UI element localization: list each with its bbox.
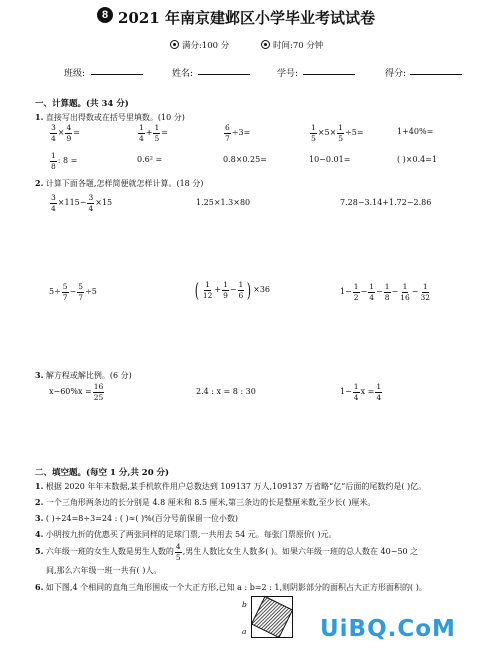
class-field[interactable] bbox=[91, 74, 143, 75]
watermark-logo: UiBQ.CoM bbox=[320, 616, 456, 642]
paper-number-badge: 8 bbox=[97, 7, 113, 23]
calc-1-1: $\frac{3}{4}$ × $\frac{4}{9}$ = bbox=[51, 123, 80, 143]
name-label: 姓名: bbox=[172, 69, 194, 79]
time-info: 时间:70 分钟 bbox=[261, 39, 323, 51]
label-b: b bbox=[242, 600, 247, 609]
exam-title: 2021 年南京建邺区小学毕业考试试卷 bbox=[118, 9, 375, 27]
equation-3-1: x−60%x = $\frac{16}{25}$ bbox=[49, 382, 104, 402]
student-id-field[interactable] bbox=[303, 74, 355, 75]
bullet-icon bbox=[170, 40, 179, 49]
calc-1-2: $\frac{1}{4}$ + $\frac{1}{5}$ = bbox=[139, 123, 168, 143]
score-label: 得分: bbox=[385, 69, 407, 79]
fill-blank-1: 1. 根据 2020 年年末数据,某手机软件用户总数达到 109137 万人,109137 万省略“亿”后面的尾数约是( )亿。 bbox=[35, 481, 427, 491]
calc-2-4: 5÷ $\frac{5}{7}$ − $\frac{5}{7}$ ÷5 bbox=[49, 282, 97, 302]
fill-blank-6: 6. 如下图,4 个相同的直角三角形围成一个大正方形,已知 a : b=2 : 1,则阴影部分的面积占大正方形面积的( )。 bbox=[35, 582, 427, 592]
calc-2-6: 1− $\frac{1}{2}$ − $\frac{1}{4}$ − $\frac{1}{8}$ − $\frac{1}{16}$ − $\frac{1}{32}$ bbox=[340, 282, 431, 302]
calc-1-10: ( )×0.4=1 bbox=[397, 155, 438, 164]
calc-2-3: 7.28−3.14+1.72−2.86 bbox=[340, 198, 432, 207]
fill-blank-4: 4. 小明按九折的优惠买了两张同样的足球门票,一共用去 54 元。每张门票原价( )元。 bbox=[35, 529, 337, 539]
bullet-icon bbox=[261, 40, 270, 49]
fill-blank-5-cont: 间,那么六年级一班一共有( )人。 bbox=[46, 566, 162, 575]
calc-2-2: 1.25×1.3×80 bbox=[196, 198, 251, 207]
student-id-label: 学号: bbox=[277, 69, 299, 79]
full-score-info: 满分:100 分 bbox=[170, 39, 229, 51]
calc-1-8: 0.8×0.25= bbox=[223, 155, 267, 164]
calc-1-4: $\frac{1}{5}$ ×5× $\frac{1}{5}$ ÷5= bbox=[311, 123, 364, 143]
calc-2-5: ( $\frac{1}{12}$ + $\frac{1}{9}$ − $\frac{1}{6}$ ) ×36 bbox=[194, 278, 271, 302]
score-field[interactable] bbox=[410, 74, 462, 75]
calc-1-5: 1+40%= bbox=[397, 127, 434, 136]
name-field[interactable] bbox=[198, 74, 250, 75]
calc-2-1: $\frac{3}{4}$ ×115− $\frac{3}{4}$ ×15 bbox=[51, 193, 113, 213]
label-a: a bbox=[242, 627, 247, 636]
equation-3-2: 2.4 : x = 8 : 30 bbox=[196, 387, 256, 396]
class-label: 班级: bbox=[64, 69, 86, 79]
calc-1-3: $\frac{6}{7}$ ÷3= bbox=[225, 123, 251, 143]
fill-blank-3: 3. ( )÷24=8÷3=24 : ( )≈( )%(百分号前保留一位小数) bbox=[35, 513, 238, 523]
calc-1-7: 0.6² = bbox=[137, 155, 163, 164]
fill-blank-5: 5. 六年级一班的女生人数是男生人数的 $\frac{4}{5}$ ,男生人数比女生人数多( )。如果六年级一班的总人数在 40~50 之 bbox=[35, 542, 419, 562]
equation-3-3: 1− $\frac{1}{4}$ x = $\frac{1}{4}$ bbox=[340, 382, 382, 402]
fill-blank-2: 2. 一个三角形两条边的长分别是 4.8 厘米和 8.5 厘米,第三条边的长是整厘米数,至少长( )厘米。 bbox=[35, 497, 376, 507]
question-1-2: 2. 计算下面各题,怎样简便就怎样计算。(18 分) bbox=[35, 178, 204, 188]
square-triangles-figure bbox=[251, 596, 293, 638]
question-1-3: 3. 解方程或解比例。(6 分) bbox=[35, 370, 132, 380]
section-1-title: 一、计算题。(共 34 分) bbox=[35, 99, 129, 109]
calc-1-9: 10−0.01= bbox=[309, 155, 351, 164]
question-1-1: 1. 直接写出得数或在括号里填数。(10 分) bbox=[35, 112, 185, 122]
section-2-title: 二、填空题。(每空 1 分,共 20 分) bbox=[35, 468, 170, 478]
calc-1-6: $\frac{1}{8}$ : 8 = bbox=[51, 151, 78, 171]
